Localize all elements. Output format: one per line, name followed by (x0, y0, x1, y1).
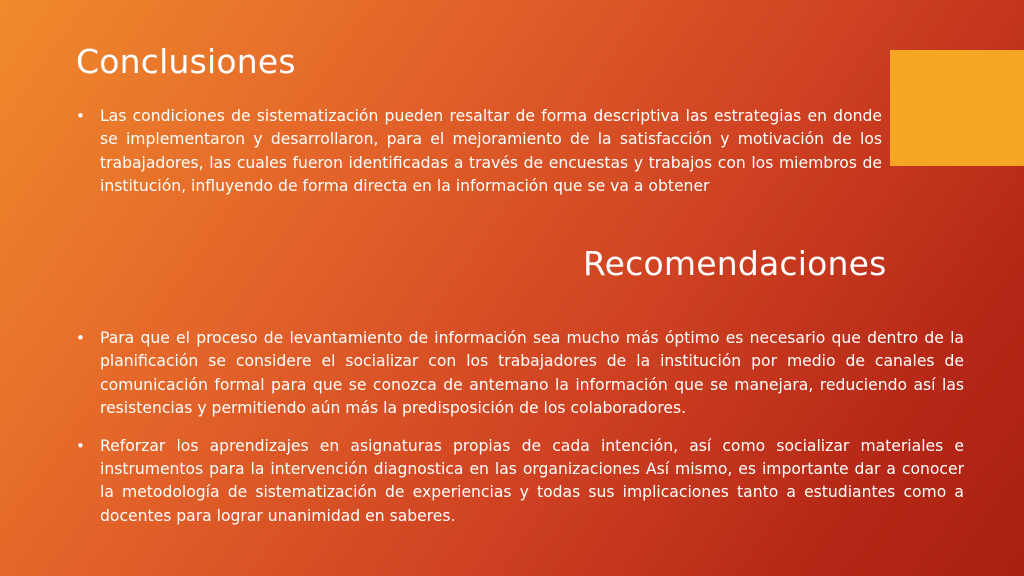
recomendaciones-bullet-1 (76, 327, 964, 421)
recomendaciones-bullet-text: Reforzar los aprendizajes en asignaturas propias de cada intención, así como socializar materiales e instrumentos para la intervención diagnostica en las organizaciones Así mismo, es importante dar a conocer la metodología de sistematización de experiencias y todas sus implicaciones tanto a estudiantes como a docentes para lograr unanimidad en saberes. (100, 436, 964, 525)
bullet-icon: • (76, 436, 85, 455)
conclusiones-list (76, 105, 882, 199)
recomendaciones-bullet-text: Para que el proceso de levantamiento de información sea mucho más óptimo es necesario que dentro de la planificación se considere el socializar con los trabajadores de la institución por medio de canales de comunicación formal para que se conozca de antemano la información que se manejara, reduciendo así las resistencias y permitiendo aún más la predisposición de los colaboradores. (100, 329, 964, 418)
conclusiones-bullet-text: Las condiciones de sistematización pueden resaltar de forma descriptiva las estrategias en donde se implementaron y desarrollaron, para el mejoramiento de la satisfacción y motivación de los trabajadores, las cuales fueron identificadas a través de encuestas y trabajos con los miembros de institución, influyendo de forma directa en la información que se va a obtener (100, 107, 882, 196)
bullet-icon: • (76, 329, 85, 347)
recomendaciones-title: Recomendaciones (583, 244, 887, 283)
conclusiones-title: Conclusiones (76, 42, 296, 81)
accent-square (890, 50, 1024, 166)
recomendaciones-bullet-2 (76, 435, 964, 529)
bullet-icon: • (76, 107, 85, 125)
recomendaciones-list (76, 327, 964, 528)
conclusiones-bullet-1 (76, 105, 882, 199)
